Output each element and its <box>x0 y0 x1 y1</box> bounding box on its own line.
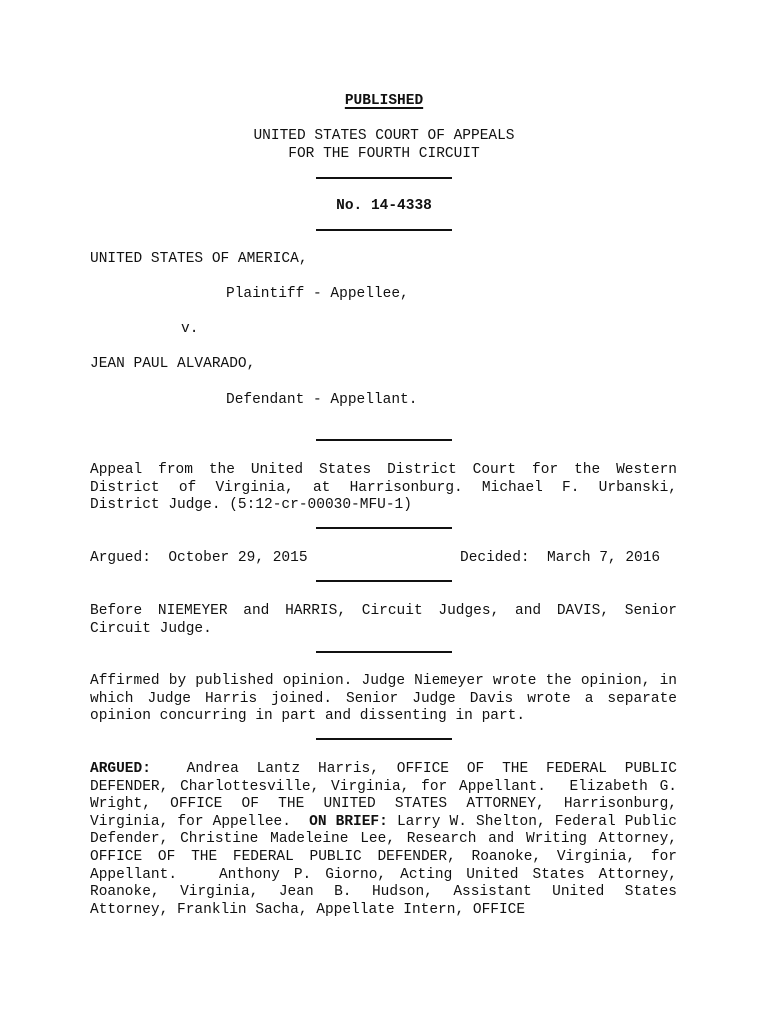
divider-rule <box>316 580 452 582</box>
divider-rule <box>316 229 452 231</box>
divider-rule <box>316 651 452 653</box>
decided-date: Decided: March 7, 2016 <box>460 550 661 566</box>
divider-rule <box>316 738 452 740</box>
panel-paragraph: Before NIEMEYER and HARRIS, Circuit Judges, and DAVIS, Senior Circuit Judge. <box>90 603 677 637</box>
plaintiff-name: UNITED STATES OF AMERICA, <box>90 251 308 267</box>
divider-rule <box>316 177 452 179</box>
argued-date: Argued: October 29, 2015 <box>90 550 308 566</box>
court-name-line-2: FOR THE FOURTH CIRCUIT <box>288 146 480 162</box>
case-number: No. 14-4338 <box>336 198 432 214</box>
on-brief-label: ON BRIEF: <box>309 813 388 830</box>
defendant-name: JEAN PAUL ALVARADO, <box>90 356 256 372</box>
divider-rule <box>316 527 452 529</box>
disposition-paragraph: Affirmed by published opinion. Judge Niemeyer wrote the opinion, in which Judge Harris joined. Senior Judge Davis wrote a separate opinion concurring in part and dissenting in part. <box>90 673 677 725</box>
publication-status: PUBLISHED <box>344 93 424 109</box>
brief-counsel-text: Larry W. Shelton, Federal Public Defender, Christine Madeleine Lee, Research and Writing Attorney, OFFICE OF THE FEDERAL PUBLIC DEFENDER, Roanoke, Virginia, for Appellant. Anthony P. Giorno, Acting United States Attorney, Roanoke, Virginia, Jean B. Hudson, Assistant United States Attorney, Franklin Sacha, Appellate Intern, OFFICE <box>90 813 686 918</box>
defendant-role: Defendant - Appellant. <box>226 392 418 408</box>
argued-counsel-text: Andrea Lantz Harris, OFFICE OF THE FEDERAL PUBLIC DEFENDER, Charlottesville, Virginia, for Appellant. Elizabeth G. Wright, OFFICE OF THE UNITED STATES ATTORNEY, Harrisonburg, Virginia, for Appellee. <box>90 761 686 830</box>
appeal-origin-paragraph: Appeal from the United States District Court for the Western District of Virginia, at Harrisonburg. Michael F. Urbanski, District Judge. (5:12-cr-00030-MFU-1) <box>90 462 677 514</box>
plaintiff-role: Plaintiff - Appellee, <box>226 286 409 302</box>
divider-rule <box>316 439 452 441</box>
versus-label: v. <box>181 321 199 337</box>
counsel-paragraph <box>90 761 686 919</box>
court-name-line-1: UNITED STATES COURT OF APPEALS <box>253 128 515 144</box>
argued-label: ARGUED: <box>90 761 151 777</box>
